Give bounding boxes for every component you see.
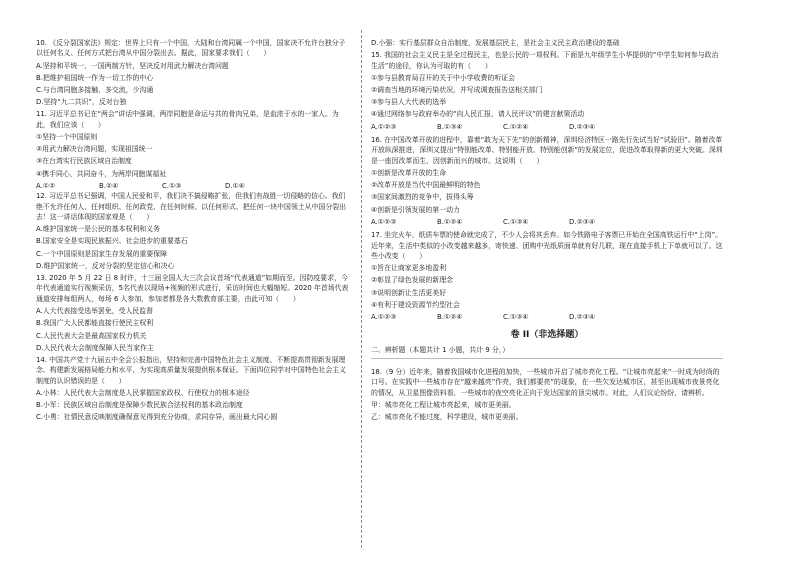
choice: D.②③④: [569, 313, 596, 322]
choice-row: [371, 312, 723, 322]
choice-row: [371, 217, 723, 227]
choice: B.②④: [99, 181, 119, 190]
question-17: [371, 230, 723, 322]
section-title: 卷 II（非选择题）: [510, 329, 584, 340]
choice: C.①③④: [503, 217, 529, 226]
option: A.人大代表接受选举罢免，受人民监督: [36, 307, 154, 316]
statement: ②调查当地的环境污染状况，并写成调查报告送相关部门: [371, 86, 543, 95]
choice: D.②③④: [569, 122, 596, 131]
question-stem: 17. 坐完火车，纸质车票的使命就完成了，不少人会将其丢弃。如今铁路电子客票已开始在全国高铁运行中“上岗”。近年来，生活中类似的小改变越来越多，寄快递、团购中光纸质面单就有好几联，现在直接手机上下单就可以了。这些小改变（ ）: [371, 231, 723, 261]
option: C.一个中国原则是国家生存发展的重要保障: [36, 249, 168, 258]
option: D.坚持“九二共识”，反对台独: [36, 98, 127, 107]
option: C.小勇：社情民意反映制度确保意见得到充分协商，求同存异，画出最大同心圆: [36, 413, 278, 422]
question-stem: 18.（9 分）近年来，随着我国城市化进程的加快，一些城市开启了城市亮化工程。“让城市亮起来”一时成为时尚的口号。在实践中一些城市存在“越来越亮”作亮，我们都要亮”的现象，在一些欠发达城市区，甚至出现城市夜景亮化的情况，从卫星图像资料看，一些城市的夜空亮化正向于发达国家的顶尖城市。对此，人们议论纷纷，请辨析。: [371, 367, 720, 397]
question-stem: 10. 《反分裂国家法》规定：世界上只有一个中国，大陆和台湾同属一个中国，国家决不允许台独分子以任何名义、任何方式把台湾从中国分裂出去。据此，国家要求我们（ ）: [36, 39, 346, 58]
section-rule: [371, 358, 723, 359]
statement: ③参与县人大代表的选举: [371, 98, 447, 107]
choice: C.①③④: [503, 313, 529, 322]
statement: ①坚持一个中国原则: [36, 133, 98, 142]
viewpoint: 甲：城市亮化工程让城市亮起来，城市更美丽。: [371, 400, 516, 409]
option: B.国家安全是实现民族振兴、社会进步的重要基石: [36, 237, 188, 246]
option: D.小强：实行基层群众自治制度，发展基层民主，是社会主义民主政治建设的基础: [371, 39, 620, 47]
statement: ④通过网络参与政府举办的“向人民汇报，请人民评议”的建言献策活动: [371, 110, 585, 119]
choice-row: [36, 181, 351, 191]
statement: ①旨在让商家更多地盈利: [371, 264, 447, 273]
choice: A.①②③: [371, 122, 397, 131]
choice: B.①③④: [437, 122, 463, 131]
statement: ①参与县教育局召开的关于中小学收费的听证会: [371, 73, 515, 82]
question-11: [36, 109, 351, 191]
choice: A.①②③: [371, 313, 397, 322]
statement: ②改革开放是当代中国最鲜明的特色: [371, 181, 481, 190]
question-stem: 15. 我国的社会主义民主是全过程民主，也是公民的一项权利。下面是九年级学生小华提供的“中学生如何参与政治生活”的途径，你认为可取的有（ ）: [371, 51, 719, 70]
question-16: [371, 135, 723, 227]
choice: D.②③④: [569, 217, 596, 226]
option: B.小军：民族区域自治制度是保障少数民族合法权利的基本政治制度: [36, 401, 243, 410]
choice: B.①②④: [437, 217, 463, 226]
section-subtitle: 二、辨析题（本题共计 1 小题，共计 9 分，）: [371, 345, 510, 354]
statement: ③在台湾实行民族区域自治制度: [36, 157, 132, 166]
right-column: [371, 38, 723, 424]
choice: A.①②: [36, 181, 56, 190]
question-18: [371, 367, 723, 423]
question-10: [36, 38, 351, 108]
left-column: [36, 38, 351, 425]
choice: C.①③: [162, 181, 182, 190]
question-12: [36, 191, 351, 271]
viewpoint: 乙：城市亮化不能过度，科学建设，城市更美丽。: [371, 413, 523, 422]
statement: ④携手同心，共同奋斗，为两岸同胞谋福祉: [36, 169, 167, 178]
option: C.与台湾同胞多接触、多交流，少沟通: [36, 86, 154, 95]
question-stem: 14. 中国共产党十九届五中全会公报指出，坚持和完善中国特色社会主义制度、不断提高贯彻新发展理念、构建新发展格局能力和水平，为实现高质量发展提供根本保证。下面四位同学对中国特色社会主义制度的认识错误的是（ ）: [36, 355, 347, 385]
option: A.坚持和平统一，一国两制方针，坚决反对用武力解决台湾问题: [36, 61, 229, 70]
question-13: [36, 273, 351, 353]
question-14: [36, 355, 351, 423]
question-stem: 11. 习近平总书记在“两会”讲话中强调，两岸同胞是命运与共的骨肉兄弟，是血浓于水的一家人。为此，我们应该（ ）: [36, 110, 339, 129]
statement: ④创新是引领发展的第一动力: [371, 205, 460, 214]
option: D.维护国家统一，反对分裂的坚定信心和决心: [36, 261, 175, 270]
choice-row: [371, 122, 723, 132]
option: D.人民代表大会制度保障人民当家作主: [36, 343, 154, 352]
question-stem: 12. 习近平总书记强调，中国人民爱和平，我们决不搞侵略扩张，但我们有战胜一切侵略的信心。我们绝不允许任何人、任何组织、任何政党、在任何时候、以任何形式、把任何一块中国领土从中国分裂出去！这一讲话体现的国家观是（ ）: [36, 192, 347, 222]
choice: D.①④: [225, 181, 245, 190]
statement: ①创新是改革开放的生命: [371, 169, 447, 178]
option: B.我国广大人民都能直接行使民主权利: [36, 319, 154, 328]
statement: ②彰显了绿色发展的新理念: [371, 276, 453, 285]
question-stem: 16. 在中国改革开放的进程中，靠着“敢为天下先”的创新精神，深圳经济特区一路先行先试当好“试验田”。随着改革开放纵深推进，深圳又提出“特别能改革、特别能开放、特别能创新”的发展定位，促进改革取得新的更大突破。深圳是一座因改革而生、因创新而兴的城市。这说明（ ）: [371, 136, 723, 165]
option: C.人民代表大会是最高国家权力机关: [36, 331, 147, 340]
statement: ②用武力解决台湾问题，实现祖国统一: [36, 145, 153, 154]
statement: ③说明创新让生活更美好: [371, 288, 447, 297]
question-stem: 13. 2020 年 5 月 22 日 8 时许，十三届全国人大三次会议首场“代表通道”如期而至。因防疫要求，今年代表通道实行视频采访，5名代表以现场+视频的形式进行，采访时间也大幅缩短。2020 年首场代表通道安排每组两人，每场 6 人参加，参加者都是各大数教育部主要，由此可知（ ）: [36, 274, 349, 303]
option: A.小林：人民代表大会制度是人民掌握国家政权、行使权力的根本途径: [36, 388, 250, 397]
option: A.维护国家统一是公民的基本权利和义务: [36, 225, 160, 234]
statement: ④有利于建设资源节约型社会: [371, 300, 460, 309]
choice: C.①②④: [503, 122, 529, 131]
statement: ③国家间激烈的竞争中，拔得头筹: [371, 193, 474, 202]
choice: A.①②③: [371, 217, 397, 226]
choice: B.①②④: [437, 313, 463, 322]
column-divider: [361, 30, 362, 548]
option: B.把维护祖国统一作为一切工作的中心: [36, 73, 154, 82]
question-15: [371, 50, 723, 132]
